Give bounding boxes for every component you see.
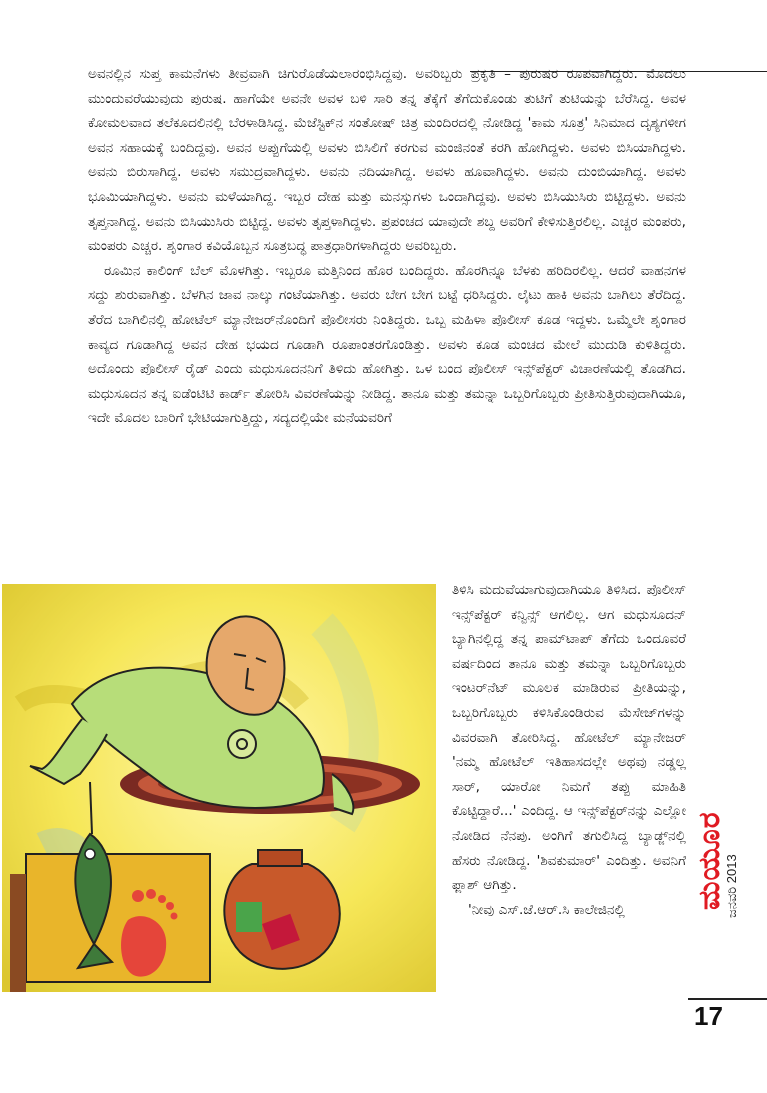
magazine-logo: ಮಯೂರ <box>692 811 727 910</box>
side-column <box>452 578 686 922</box>
article-paragraph: ಅವನಲ್ಲಿನ ಸುಪ್ತ ಕಾಮನೆಗಳು ತೀವ್ರವಾಗಿ ಚಿಗುರೊಡೆಯಲಾರಂಭಿಸಿದ್ದವು. ಅವರಿಬ್ಬರು ಪ್ರಕೃತಿ – ಪುರುಷರ ರೂಪವಾಗಿದ್ದರು. ಮೊದಲು ಮುಂದುವರೆಯುವುದು ಪುರುಷ. ಹಾಗೆಯೇ ಅವನೇ ಅವಳ ಬಳಿ ಸಾರಿ ತನ್ನ ತೆಕ್ಕೆಗೆ ತೆಗೆದುಕೊಂಡು ತುಟಿಗೆ ತುಟಿಯನ್ನು ಬೆರೆಸಿದ್ದ. ಅವಳ ಕೋಮಲವಾದ ತಲೆಕೂದಲಿನಲ್ಲಿ ಬೆರಳಾಡಿಸಿದ್ದ. ಮೆಜೆಸ್ಟಿಕ್‌ನ ಸಂತೋಷ್ ಚಿತ್ರ ಮಂದಿರದಲ್ಲಿ ನೋಡಿದ್ದ 'ಕಾಮ ಸೂತ್ರ' ಸಿನಿಮಾದ ದೃಶ್ಯಗಳೀಗ ಅವನ ಸಹಾಯಕ್ಕೆ ಬಂದಿದ್ದವು. ಅವನ ಅಪ್ಪುಗೆಯಲ್ಲಿ ಅವಳು ಬಿಸಿಲಿಗೆ ಕರಗುವ ಮಂಜಿನಂತೆ ಕರಗಿ ಹೋಗಿದ್ದಳು. ಅವಳು ಬಿಸಿಯಾಗಿದ್ದಳು. ಅವನು ಬಿರುಸಾಗಿದ್ದ. ಅವಳು ಸಮುದ್ರವಾಗಿದ್ದಳು. ಅವನು ನದಿಯಾಗಿದ್ದ. ಅವಳು ಹೂವಾಗಿದ್ದಳು. ಅವನು ದುಂಬಿಯಾಗಿದ್ದ. ಅವಳು ಭೂಮಿಯಾಗಿದ್ದಳು. ಅವನು ಮಳೆಯಾಗಿದ್ದ. ಇಬ್ಬರ ದೇಹ ಮತ್ತು ಮನಸ್ಸುಗಳು ಒಂದಾಗಿದ್ದವು. ಅವಳು ಬಿಸಿಯುಸಿರು ಬಿಟ್ಟಿದ್ದಳು. ಅವನು ತೃಪ್ತನಾಗಿದ್ದ. ಅವನು ಬಿಸಿಯುಸಿರು ಬಿಟ್ಟಿದ್ದ. ಅವಳು ತೃಪ್ತಳಾಗಿದ್ದಳು. ಪ್ರಪಂಚದ ಯಾವುದೇ ಶಬ್ದ ಅವರಿಗೆ ಕೇಳಿಸುತ್ತಿರಲಿಲ್ಲ. ಎಚ್ಚರ ಮಂಪರು, ಮಂಪರು ಎಚ್ಚರ. ಶೃಂಗಾರ ಕವಿಯೊಬ್ಬನ ಸೂತ್ರಬದ್ಧ ಪಾತ್ರಧಾರಿಗಳಾಗಿದ್ದರು ಅವರಿಬ್ಬರು. <box>88 66 687 255</box>
issue-date <box>724 854 740 918</box>
article-paragraph: ರೂಮಿನ ಕಾಲಿಂಗ್ ಬೆಲ್ ಮೊಳಗಿತ್ತು. ಇಬ್ಬರೂ ಮತ್ತಿನಿಂದ ಹೊರ ಬಂದಿದ್ದರು. ಹೊರಗಿನ್ನೂ ಬೆಳಕು ಹರಿದಿರಲಿಲ್ಲ. ಆದರೆ ವಾಹನಗಳ ಸದ್ದು ಶುರುವಾಗಿತ್ತು. ಬೆಳಗಿನ ಜಾವ ನಾಲ್ಕು ಗಂಟೆಯಾಗಿತ್ತು. ಅವರು ಬೇಗ ಬೇಗ ಬಟ್ಟೆ ಧರಿಸಿದ್ದರು. ಲೈಟು ಹಾಕಿ ಅವನು ಬಾಗಿಲು ತೆರೆದಿದ್ದ. ತೆರೆದ ಬಾಗಿಲಿನಲ್ಲಿ ಹೋಟೆಲ್ ಮ್ಯಾನೇಜರ್‌ನೊಂದಿಗೆ ಪೊಲೀಸರು ನಿಂತಿದ್ದರು. ಒಬ್ಬ ಮಹಿಳಾ ಪೊಲೀಸ್ ಕೂಡ ಇದ್ದಳು. ಒಮ್ಮೆಲೇ ಶೃಂಗಾರ ಕಾವ್ಯದ ಗೂಡಾಗಿದ್ದ ಅವನ ದೇಹ ಭಯದ ಗೂಡಾಗಿ ರೂಪಾಂತರಗೊಂಡಿತ್ತು. ಅವಳು ಕೂಡ ಮಂಚದ ಮೇಲೆ ಮುದುಡಿ ಕುಳಿತಿದ್ದರು. ಅದೊಂದು ಪೊಲೀಸ್ ರೈಡ್ ಎಂದು ಮಧುಸೂದನನಿಗೆ ತಿಳಿದು ಹೋಗಿತ್ತು. ಒಳ ಬಂದ ಪೊಲೀಸ್ ಇನ್ಸ್‌ಪೆಕ್ಟರ್ ವಿಚಾರಣೆಯಲ್ಲಿ ತೊಡಗಿದ. ಮಧುಸೂದನ ತನ್ನ ಐಡೆಂಟಿಟಿ ಕಾರ್ಡ್ ತೋರಿಸಿ ವಿವರಣೆಯನ್ನು ನೀಡಿದ್ದ. ತಾನೂ ಮತ್ತು ತಮನ್ನಾ ಒಬ್ಬರಿಗೊಬ್ಬರು ಪ್ರೀತಿಸುತ್ತಿರುವುದಾಗಿಯೂ, ಇದೇ ಮೊದಲ ಬಾರಿಗೆ ಭೇಟಿಯಾಗುತ್ತಿದ್ದು, ಸದ್ಯದಲ್ಲಿಯೇ ಮನೆಯವರಿಗೆ <box>88 262 686 427</box>
article-body <box>88 62 686 431</box>
article-paragraph: 'ನೀವು ಎಸ್.ಜೆ.ಆರ್.ಸಿ ಕಾಲೇಜಿನಲ್ಲಿ <box>468 901 625 918</box>
article-paragraph: ತಿಳಿಸಿ ಮದುವೆಯಾಗುವುದಾಗಿಯೂ ತಿಳಿಸಿದ. ಪೊಲೀಸ್ ಇನ್ಸ್‌ಪೆಕ್ಟರ್ ಕನ್ವಿನ್ಸ್ ಆಗಲಿಲ್ಲ. ಆಗ ಮಧುಸೂದನ್ ಬ್ಯಾಗಿನಲ್ಲಿದ್ದ ತನ್ನ ಪಾಮ್‌ಟಾಪ್ ತೆಗೆದು ಒಂದೂವರೆ ವರ್ಷದಿಂದ ತಾನೂ ಮತ್ತು ತಮನ್ನಾ ಒಬ್ಬರಿಗೊಬ್ಬರು ಇಂಟರ್‌ನೆಟ್ ಮೂಲಕ ಮಾಡಿರುವ ಪ್ರೀತಿಯನ್ನು, ಒಬ್ಬರಿಗೊಬ್ಬರು ಕಳಿಸಿಕೊಂಡಿರುವ ಮೆಸೇಜ್‌ಗಳನ್ನು ವಿವರವಾಗಿ ತೋರಿಸಿದ್ದ. ಹೋಟೆಲ್ ಮ್ಯಾನೇಜರ್ 'ನಮ್ಮ ಹೋಟೆಲ್ ಇತಿಹಾಸದಲ್ಲೇ ಅಥವು ನಡ್ಡಲ್ಲ ಸಾರ್, ಯಾರೋ ನಿಮಗೆ ತಪ್ಪು ಮಾಹಿತಿ ಕೊಟ್ಟಿದ್ದಾರೆ...' ಎಂದಿದ್ದ. ಆ ಇನ್ಸ್‌ಪೆಕ್ಟರ್‌ನನ್ನು ಎಲ್ಲೋ ನೋಡಿದ ನೆನಪು. ಅಂಗಿಗೆ ತಗುಲಿಸಿದ್ದ ಬ್ಯಾಡ್ಜ್‌ನಲ್ಲಿ ಹೆಸರು ನೋಡಿದ್ದ. 'ಶಿವಕುಮಾರ್' ಎಂದಿತ್ತು. ಅವನಿಗೆ ಫ್ಲಾಶ್ ಆಗಿತ್ತು. <box>452 582 686 894</box>
bottom-rule <box>688 998 767 1000</box>
issue-year: 2013 <box>724 854 739 884</box>
page-number: 17 <box>694 1001 723 1031</box>
issue-month: ಜನವರಿ <box>724 886 739 918</box>
illustration <box>2 584 436 992</box>
magazine-masthead <box>688 780 744 990</box>
